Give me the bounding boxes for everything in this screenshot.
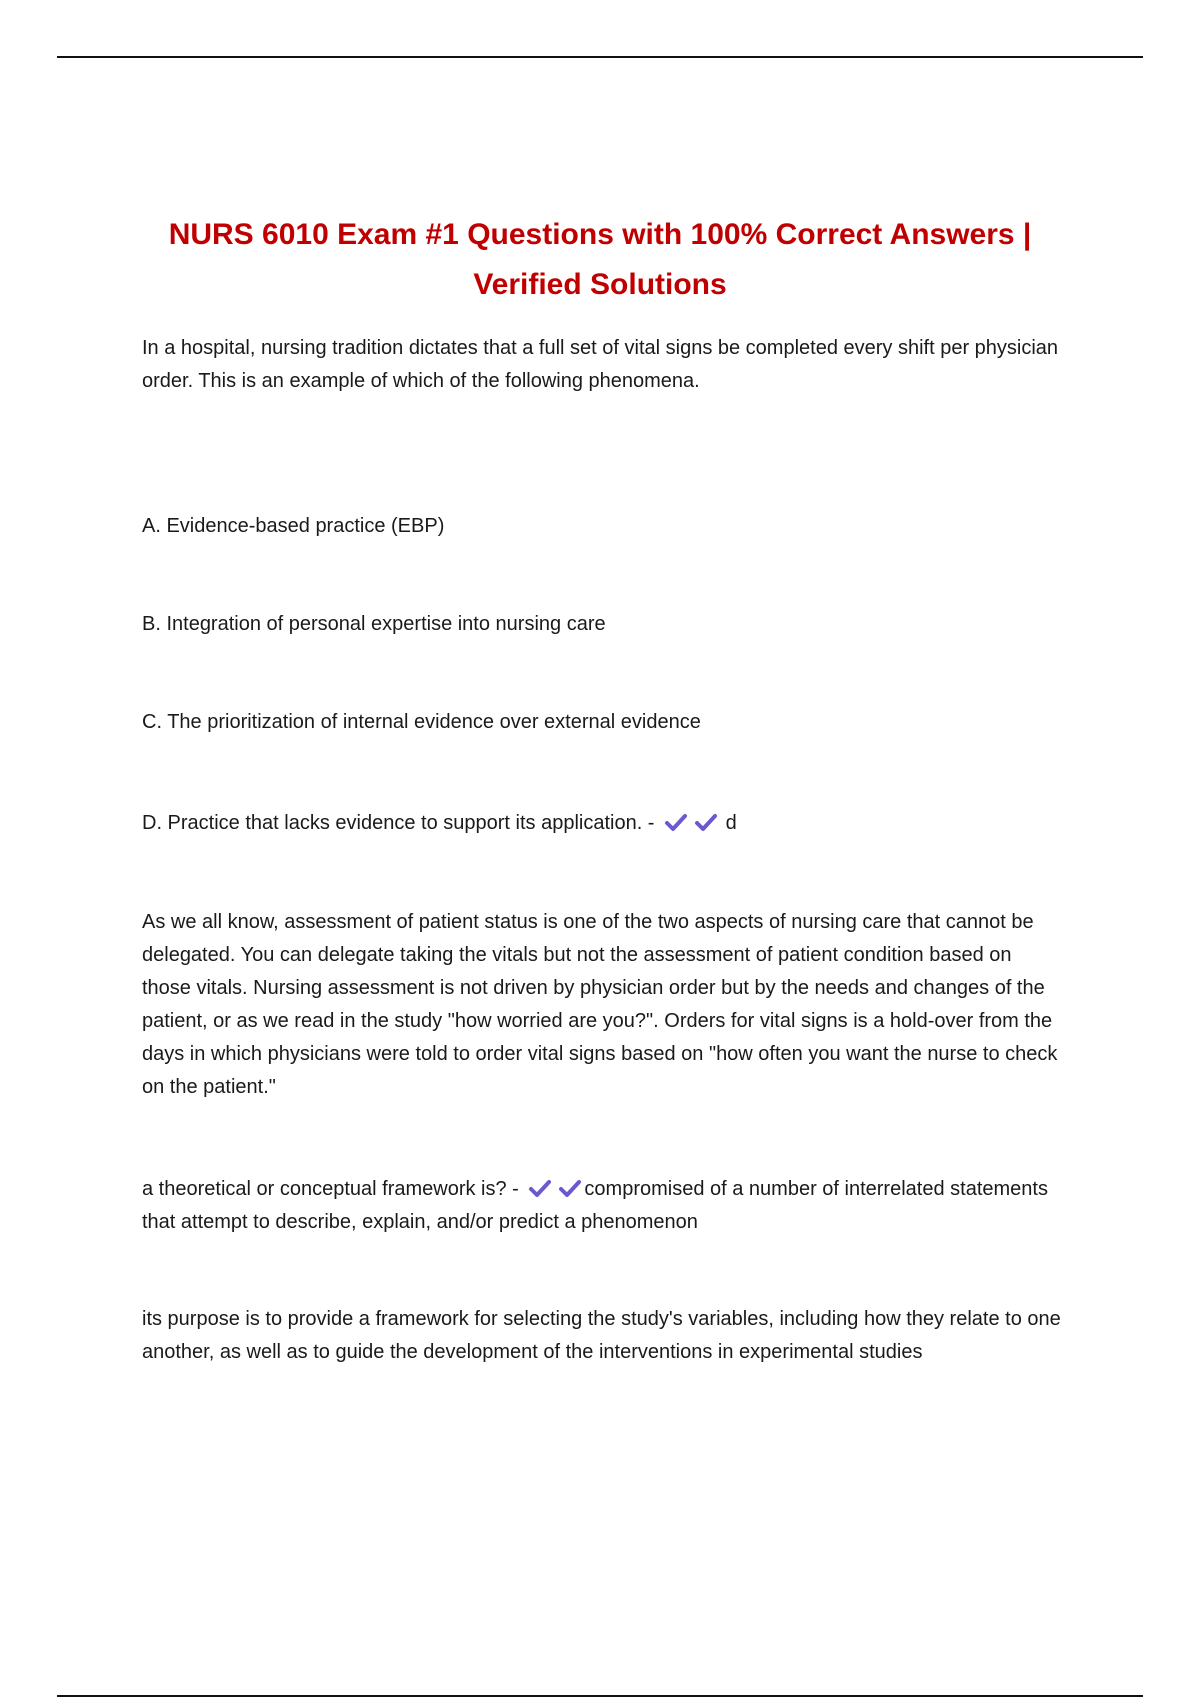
question-1-stem: In a hospital, nursing tradition dictates that a full set of vital signs be completed every shift per physician order. This is an example of which of the following phenomena. (142, 337, 1059, 392)
check-icon (664, 812, 690, 832)
option-b: B. Integration of personal expertise into nursing care (142, 613, 606, 635)
option-a: A. Evidence-based practice (EBP) (142, 515, 445, 537)
check-icon (558, 1178, 584, 1198)
document-title: NURS 6010 Exam #1 Questions with 100% Correct Answers | Verified Solutions (168, 218, 1032, 301)
rationale-paragraph: As we all know, assessment of patient status is one of the two aspects of nursing care that cannot be delegated. You can delegate taking the vitals but not the assessment of patient condition based on those vitals. Nursing assessment is not driven by physician order but by the needs and changes of the patient, or as we read in the study "how worried are you?". Orders for vital signs is a hold-over from the days in which physicians were told to order vital signs based on "how often you want the nurse to check on the patient." (142, 911, 1058, 1098)
answer-2: compromised of a number of interrelated statements that attempt to describe, explain, and/or predict a phenomenon (142, 1178, 1048, 1233)
framework-purpose-paragraph: its purpose is to provide a framework for selecting the study's variables, including how they relate to one another, as well as to guide the development of the interventions in experimental studies (142, 1308, 1061, 1363)
header-rule (57, 56, 1143, 58)
check-icon (694, 812, 720, 832)
option-c: C. The prioritization of internal evidence over external evidence (142, 711, 701, 733)
question-2-stem: a theoretical or conceptual framework is? - (142, 1178, 519, 1200)
answer-1: d (725, 812, 737, 834)
check-icon (528, 1178, 554, 1198)
option-d: D. Practice that lacks evidence to support its application. - (142, 812, 655, 834)
question-2 (142, 1173, 1062, 1239)
footer-rule (57, 1695, 1143, 1697)
option-d-row (142, 807, 1062, 840)
